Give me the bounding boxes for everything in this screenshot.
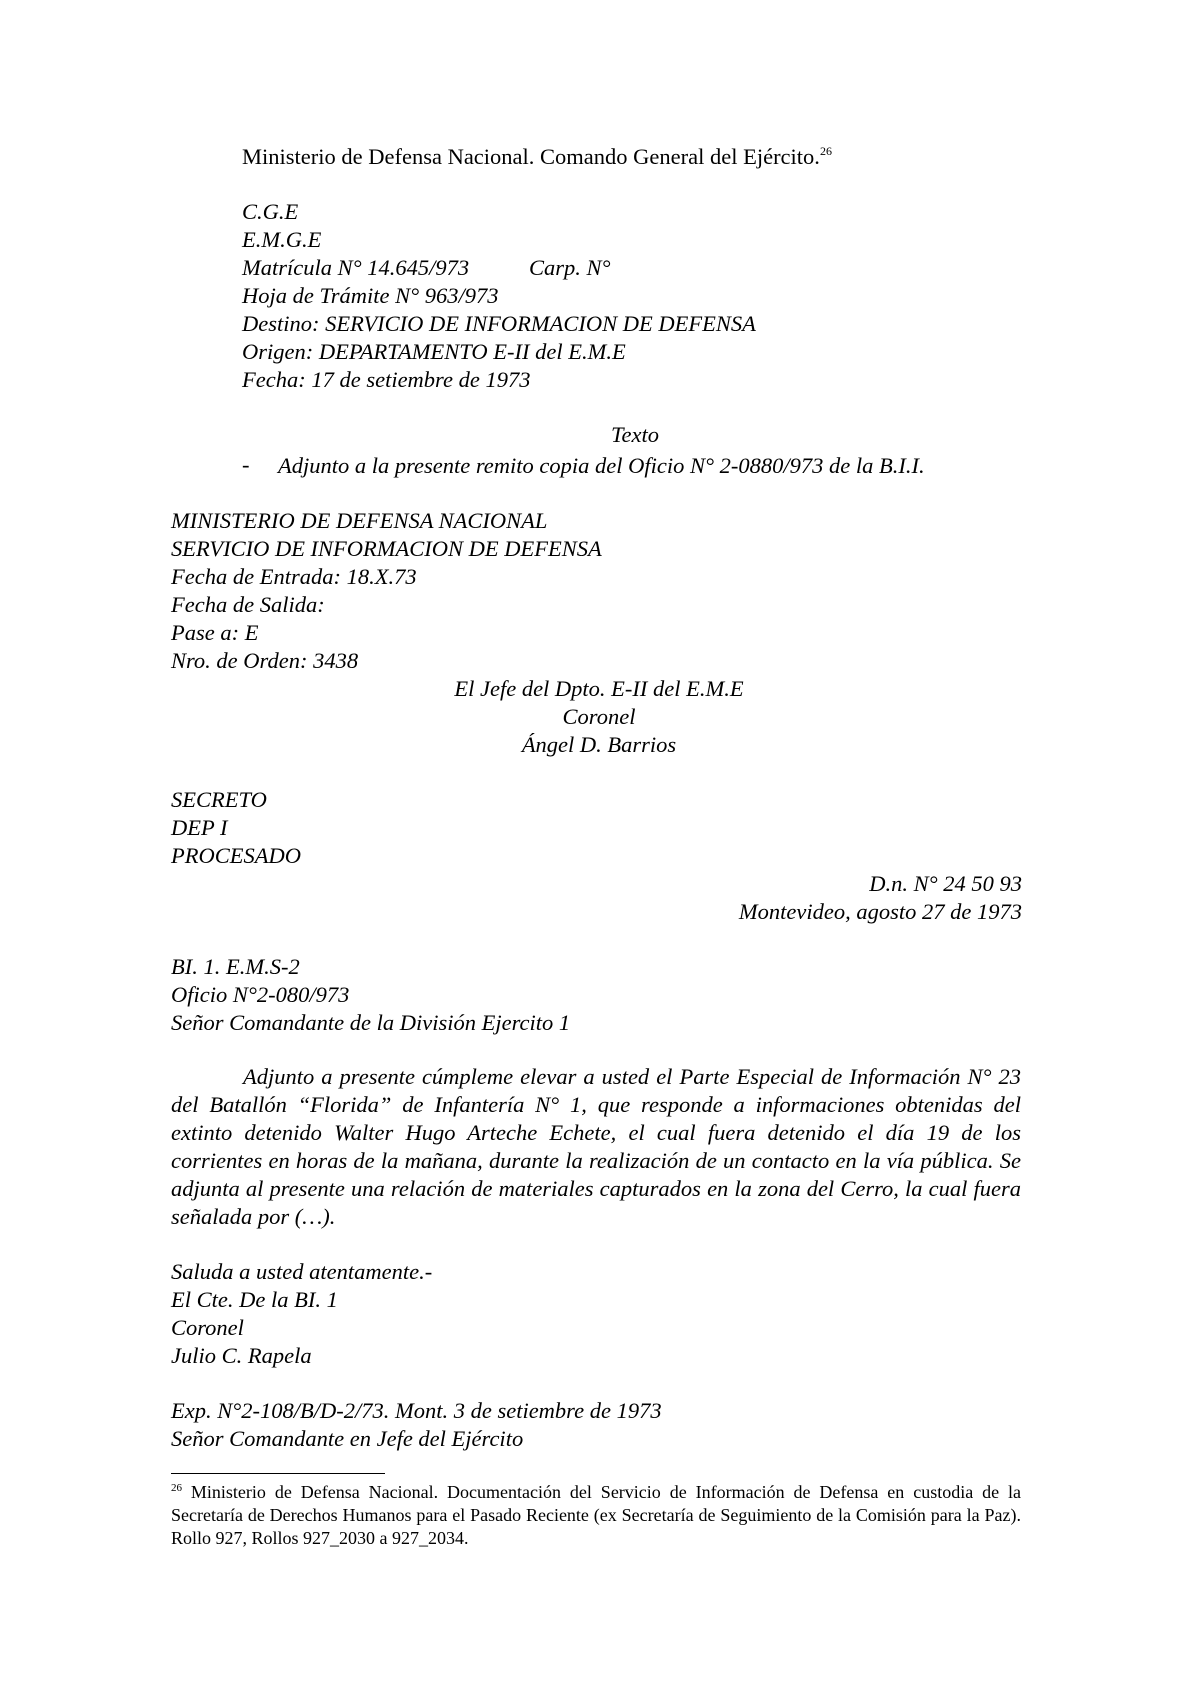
signature-title: El Jefe del Dpto. E-II del E.M.E [454,676,744,701]
tramite-line: Fecha: 17 de setiembre de 1973 [242,367,531,392]
expediente-line: Señor Comandante en Jefe del Ejército [171,1426,524,1451]
matricula-line: Matrícula N° 14.645/973 [242,255,470,280]
classification-line: SECRETO [171,787,267,812]
classification-line: DEP I [171,815,228,840]
tramite-line: E.M.G.E [242,227,322,252]
stamp-line: Nro. de Orden: 3438 [171,648,359,673]
texto-heading: Texto [611,422,659,447]
bullet-dash: - [242,452,250,477]
stamp-line: SERVICIO DE INFORMACION DE DEFENSA [171,536,602,561]
footnote-separator [171,1473,385,1474]
classification-line: PROCESADO [171,843,301,868]
closing-line: El Cte. De la BI. 1 [171,1287,338,1312]
signature-rank: Coronel [562,704,636,729]
footnote-number: 26 [171,1482,182,1494]
stamp-line: Fecha de Entrada: 18.X.73 [171,564,417,589]
addressee-line: Señor Comandante de la División Ejercito 1 [171,1010,571,1035]
document-number: D.n. N° 24 50 93 [869,871,1022,896]
body-paragraph: Adjunto a presente cúmpleme elevar a usted el Parte Especial de Información N° 23 del Batallón “Florida” de Infantería N° 1, que responde a informaciones obtenidas del extinto detenido Walter Hugo Arteche Echete, el cual fuera detenido el día 19 de los corrientes en horas de la mañana, durante la realización de un contacto en la vía pública. Se adjunta al presente una relación de materiales capturados en la zona del Cerro, la cual fuera señalada por (…). [171,1064,1021,1229]
stamp-line: MINISTERIO DE DEFENSA NACIONAL [171,508,548,533]
tramite-line: Destino: SERVICIO DE INFORMACION DE DEFENSA [242,311,756,336]
footnote-reference: 26 [819,144,832,158]
closing-line: Saluda a usted atentamente.- [171,1259,433,1284]
place-date: Montevideo, agosto 27 de 1973 [738,899,1022,924]
footnote [171,1481,1021,1550]
body-paragraph-block [171,1063,1021,1231]
stamp-line: Pase a: E [171,620,259,645]
tramite-line: C.G.E [242,199,299,224]
closing-line: Coronel [171,1315,244,1340]
tramite-line: Hoja de Trámite N° 963/973 [242,283,499,308]
stamp-line: Fecha de Salida: [171,592,325,617]
oficio-line: Oficio N°2-080/973 [171,982,350,1007]
expediente-line: Exp. N°2-108/B/D-2/73. Mont. 3 de setiembre de 1973 [171,1398,662,1423]
carpeta-line: Carp. N° [529,255,611,280]
header-text: Ministerio de Defensa Nacional. Comando General del Ejército. [242,144,820,169]
oficio-line: BI. 1. E.M.S-2 [171,954,300,979]
tramite-line: Origen: DEPARTAMENTO E-II del E.M.E [242,339,626,364]
closing-line: Julio C. Rapela [171,1343,312,1368]
document-header [242,143,832,171]
signature-name: Ángel D. Barrios [521,732,677,757]
footnote-text: Ministerio de Defensa Nacional. Documentación del Servicio de Información de Defensa en custodia de la Secretaría de Derechos Humanos para el Pasado Reciente (ex Secretaría de Seguimiento de la Comisión para la Paz). Rollo 927, Rollos 927_2030 a 927_2034. [171,1482,1022,1548]
texto-item: Adjunto a la presente remito copia del Oficio N° 2-0880/973 de la B.I.I. [278,453,925,478]
